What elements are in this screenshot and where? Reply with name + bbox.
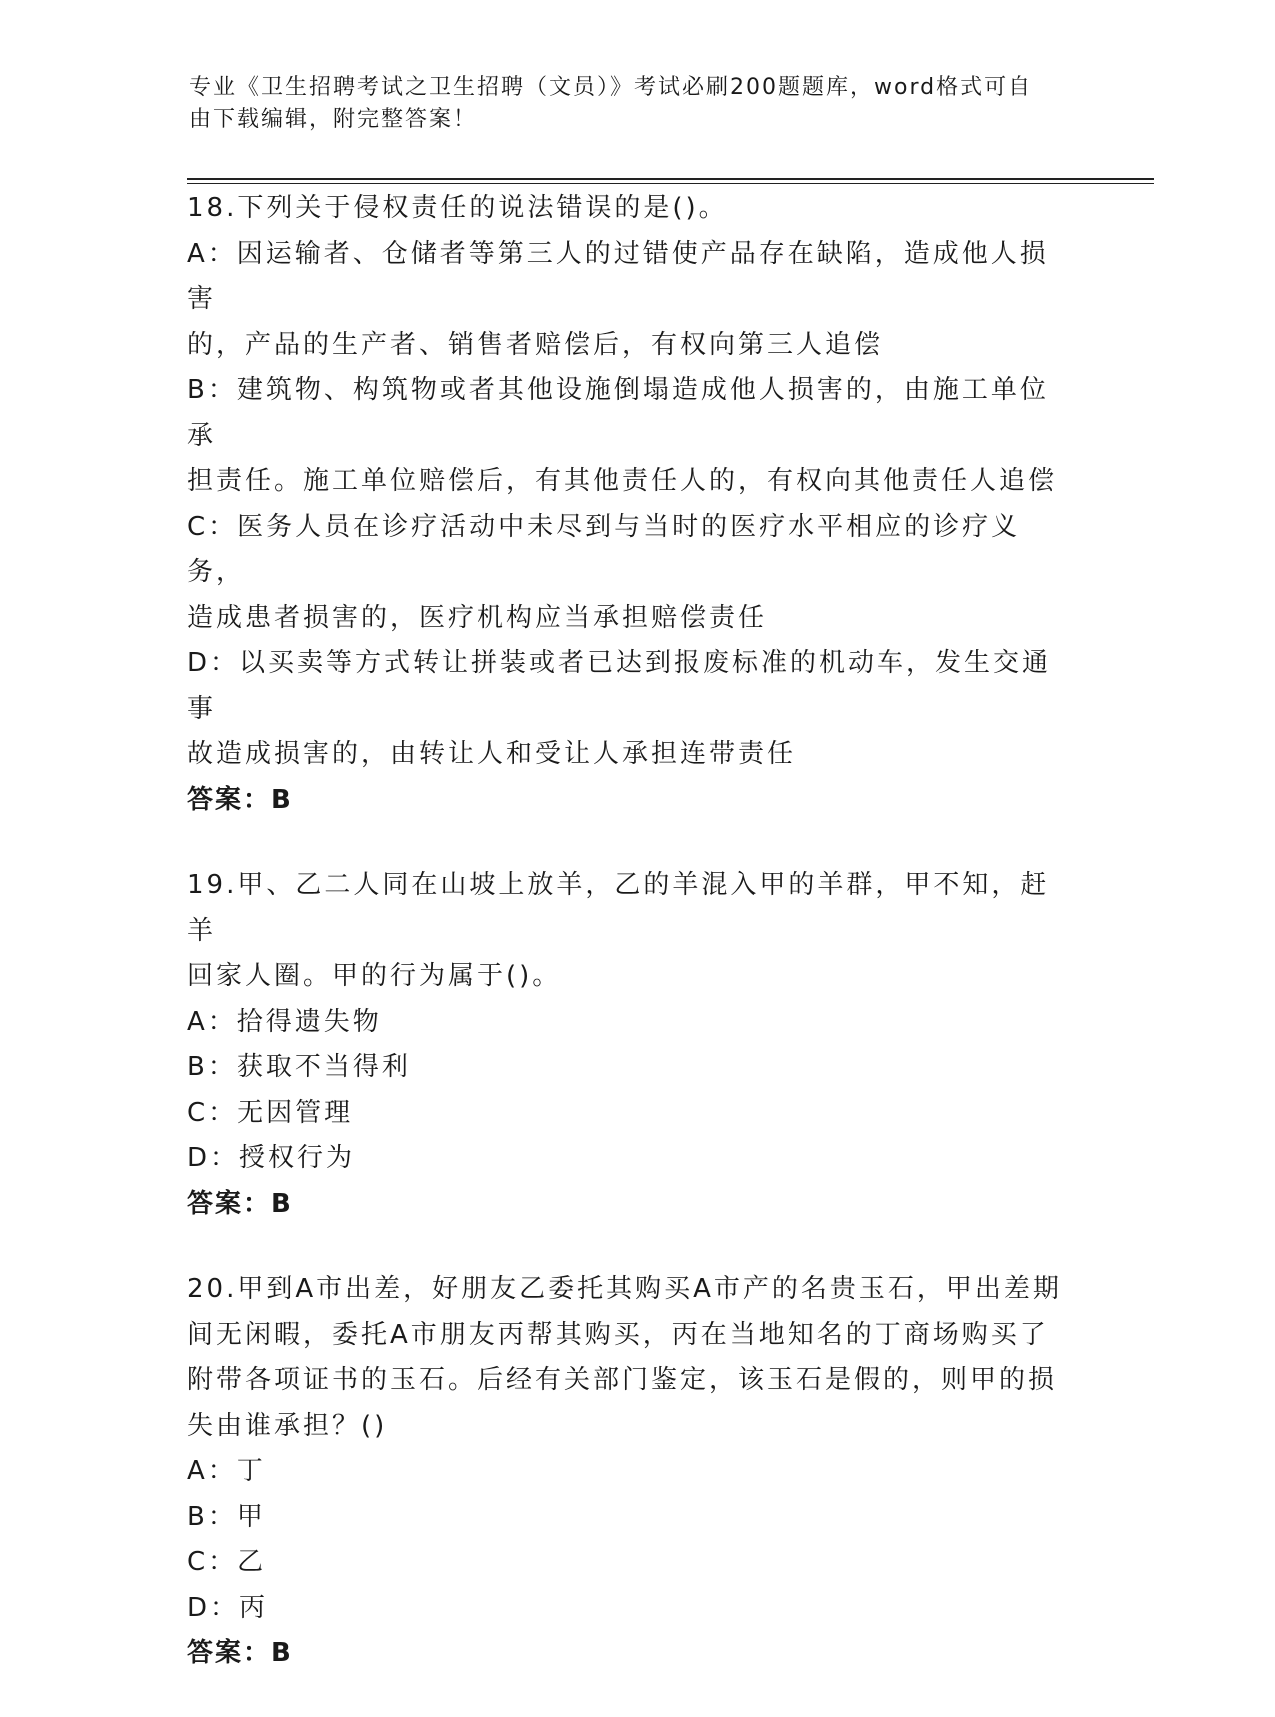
question-stem [187,863,1077,1000]
document-header [189,72,1059,136]
option-a: A：丁 [187,1456,266,1486]
stem-line: 20.甲到A市出差，好朋友乙委托其购买A市产的名贵玉石，甲出差期 [187,1274,1062,1304]
question-stem [187,1267,1077,1449]
option-line: 担责任。施工单位赔偿后，有其他责任人的，有权向其他责任人追偿 [187,466,1058,496]
question-19 [187,863,1077,1227]
header-divider-thick [187,178,1154,180]
option-d [187,641,1077,778]
question-20 [187,1267,1077,1677]
option-c: C：乙 [187,1547,267,1577]
question-stem: 18.下列关于侵权责任的说法错误的是()。 [187,193,728,223]
option-d: D：丙 [187,1592,269,1623]
question-list [187,186,1077,1717]
stem-line: 回家人圈。甲的行为属于()。 [187,961,562,991]
header-line-2: 由下载编辑，附完整答案！ [189,107,478,132]
option-d: D：授权行为 [187,1143,356,1173]
option-line: B：建筑物、构筑物或者其他设施倒塌造成他人损害的，由施工单位承 [187,375,1049,451]
option-line: 造成患者损害的，医疗机构应当承担赔偿责任 [187,602,768,633]
option-a: A：拾得遗失物 [187,1006,382,1037]
stem-line: 19.甲、乙二人同在山坡上放羊，乙的羊混入甲的羊群，甲不知，赶羊 [187,870,1050,946]
answer-label: 答案：B [187,784,293,815]
option-line: 故造成损害的，由转让人和受让人承担连带责任 [187,739,797,769]
option-line: 的，产品的生产者、销售者赔偿后，有权向第三人追偿 [187,329,884,360]
stem-line: 附带各项证书的玉石。后经有关部门鉴定，该玉石是假的，则甲的损 [187,1365,1058,1395]
option-b: B：甲 [187,1501,266,1532]
option-c [187,505,1077,642]
stem-line: 失由谁承担？() [187,1410,388,1441]
option-a [187,232,1077,369]
answer-label: 答案：B [187,1638,293,1668]
header-line-1: 专业《卫生招聘考试之卫生招聘（文员）》考试必刷200题题库，word格式可自 [189,75,1033,100]
question-18 [187,186,1077,823]
stem-line: 间无闲暇，委托A市朋友丙帮其购买，丙在当地知名的丁商场购买了 [187,1319,1049,1350]
option-c: C：无因管理 [187,1097,354,1128]
option-b [187,368,1077,505]
header-divider-thin [187,183,1154,184]
option-line: D：以买卖等方式转让拼装或者已达到报废标准的机动车，发生交通事 [187,648,1052,724]
option-line: C：医务人员在诊疗活动中未尽到与当时的医疗水平相应的诊疗义务， [187,511,1021,587]
answer-label: 答案：B [187,1188,293,1219]
option-b: B：获取不当得利 [187,1052,411,1082]
option-line: A：因运输者、仓储者等第三人的过错使产品存在缺陷，造成他人损害 [187,238,1049,314]
